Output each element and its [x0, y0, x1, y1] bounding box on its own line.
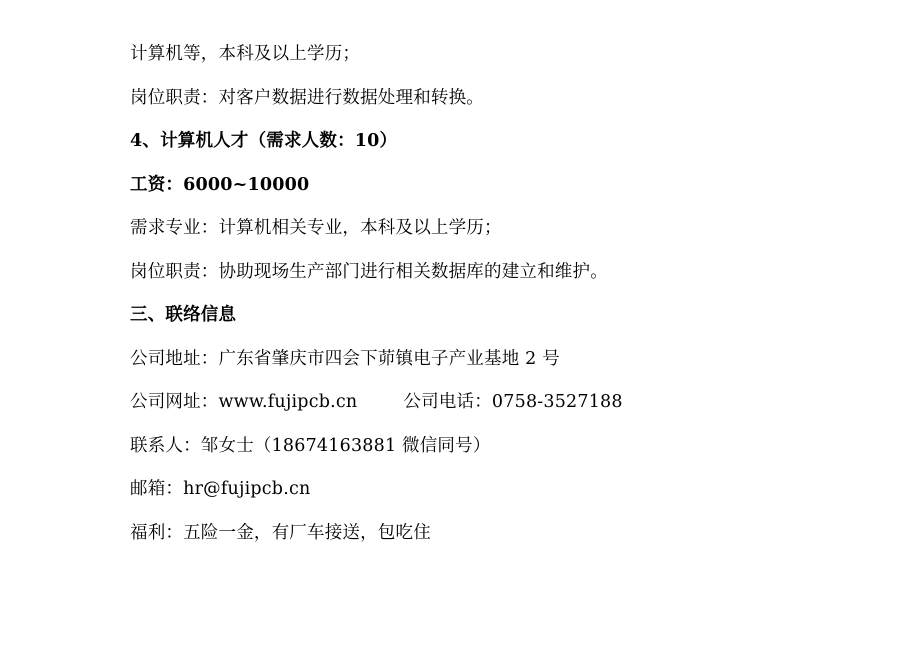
paragraph-company-website-phone: 公司网址：www.fujipcb.cn 公司电话：0758-3527188: [130, 392, 623, 412]
paragraph-job-4-salary: 工资：6000~10000: [130, 174, 310, 195]
paragraph-section-3-contact: 三、联络信息: [130, 305, 237, 325]
paragraph-requirement-education: 计算机等，本科及以上学历；: [130, 44, 361, 64]
paragraph-company-address: 公司地址：广东省肇庆市四会下茆镇电子产业基地 2 号: [130, 348, 560, 369]
paragraph-job-4-duty: 岗位职责：协助现场生产部门进行相关数据库的建立和维护。: [130, 261, 608, 282]
paragraph-job-4-major: 需求专业：计算机相关专业，本科及以上学历；: [130, 218, 502, 238]
paragraph-welfare: 福利：五险一金，有厂车接送，包吃住: [130, 522, 431, 543]
paragraph-contact-person: 联系人：邹女士（18674163881 微信同号）: [130, 435, 491, 456]
paragraph-email: 邮箱：hr@fujipcb.cn: [130, 479, 311, 499]
paragraph-duty-data-processing: 岗位职责：对客户数据进行数据处理和转换。: [130, 87, 484, 108]
paragraph-job-4-title: 4、计算机人才（需求人数：10）: [130, 131, 398, 151]
